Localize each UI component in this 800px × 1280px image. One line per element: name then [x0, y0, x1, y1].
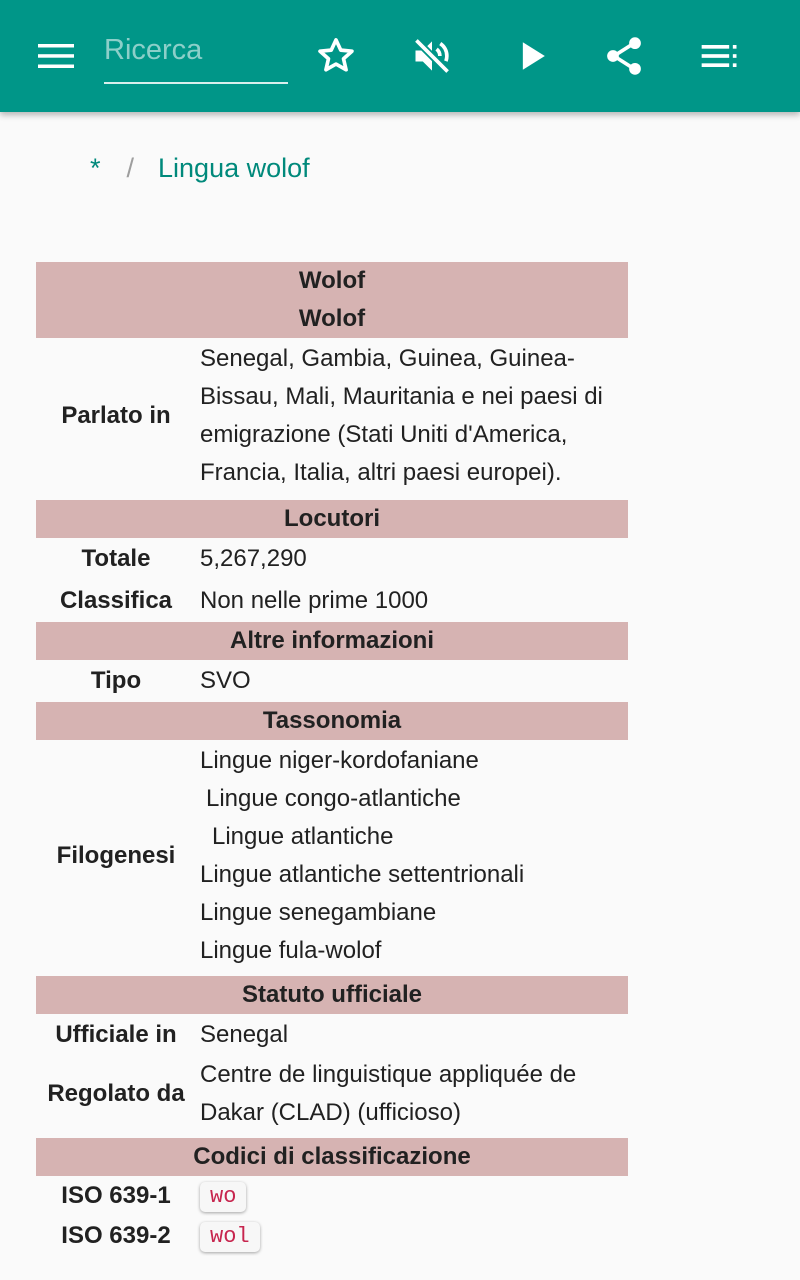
phylogeny-list — [200, 742, 628, 970]
phylogeny-item[interactable]: Lingue atlantiche — [212, 823, 394, 850]
type-label: Tipo — [90, 667, 142, 694]
row-regulated-by — [36, 1056, 628, 1138]
regulated-by-label: Regolato da — [47, 1080, 185, 1107]
row-type — [36, 660, 628, 702]
search-input[interactable] — [104, 26, 288, 74]
breadcrumb — [90, 148, 310, 188]
rank-label: Classifica — [59, 587, 173, 614]
app-bar — [0, 0, 800, 112]
infobox-title: Wolof — [298, 267, 366, 294]
playlist-icon[interactable] — [698, 34, 742, 78]
volume-off-icon[interactable] — [410, 34, 454, 78]
iso-639-1-code[interactable]: wo — [200, 1182, 246, 1212]
phylogeny-label: Filogenesi — [56, 842, 176, 869]
total-value: 5,267,290 — [200, 545, 307, 572]
iso-639-1-label: ISO 639-1 — [61, 1182, 171, 1209]
breadcrumb-current[interactable]: Lingua wolof — [158, 152, 310, 183]
row-total — [36, 538, 628, 580]
menu-icon[interactable] — [38, 44, 74, 68]
spoken-in-value: Senegal, Gambia, Guinea, Guinea-Bissau, Mali, Mauritania e nei paesi di emigrazione (Stati Uniti d'America, Francia, Italia, altri paesi europei). — [200, 345, 603, 486]
phylogeny-item[interactable]: Lingue atlantiche settentrionali — [200, 861, 525, 888]
phylogeny-item[interactable]: Lingue senegambiane — [200, 899, 437, 926]
total-label: Totale — [81, 545, 151, 572]
phylogeny-item[interactable]: Lingue niger-kordofaniane — [200, 747, 479, 774]
taxonomy-header: Tassonomia — [36, 702, 628, 740]
row-iso-639-2 — [36, 1216, 628, 1256]
star-icon[interactable] — [314, 34, 358, 78]
official-status-header: Statuto ufficiale — [36, 976, 628, 1014]
type-value: SVO — [200, 667, 251, 694]
speakers-header: Locutori — [36, 500, 628, 538]
row-iso-639-1 — [36, 1176, 628, 1216]
row-rank — [36, 580, 628, 622]
spoken-in-label: Parlato in — [61, 402, 171, 429]
other-info-header: Altre informazioni — [36, 622, 628, 660]
search-field[interactable] — [104, 26, 288, 84]
official-in-label: Ufficiale in — [55, 1021, 177, 1048]
language-infobox — [36, 262, 628, 1256]
regulated-by-value[interactable]: Centre de linguistique appliquée de Dakar (CLAD) (ufficioso) — [200, 1061, 577, 1126]
breadcrumb-home-link[interactable]: * — [90, 152, 101, 183]
row-spoken-in — [36, 338, 628, 500]
row-phylogeny — [36, 740, 628, 976]
phylogeny-item[interactable]: Lingue fula-wolof — [200, 937, 382, 964]
infobox-native-name: Wolof — [298, 305, 366, 332]
official-in-value[interactable]: Senegal — [200, 1021, 289, 1048]
iso-639-2-code[interactable]: wol — [200, 1222, 260, 1252]
play-icon[interactable] — [510, 34, 554, 78]
infobox-title-band — [36, 262, 628, 338]
phylogeny-item[interactable]: Lingue congo-atlantiche — [206, 785, 461, 812]
share-icon[interactable] — [602, 34, 646, 78]
breadcrumb-separator: / — [126, 152, 135, 183]
row-official-in — [36, 1014, 628, 1056]
iso-639-2-label: ISO 639-2 — [61, 1222, 171, 1249]
rank-value: Non nelle prime 1000 — [200, 587, 429, 614]
classification-codes-header: Codici di classificazione — [36, 1138, 628, 1176]
